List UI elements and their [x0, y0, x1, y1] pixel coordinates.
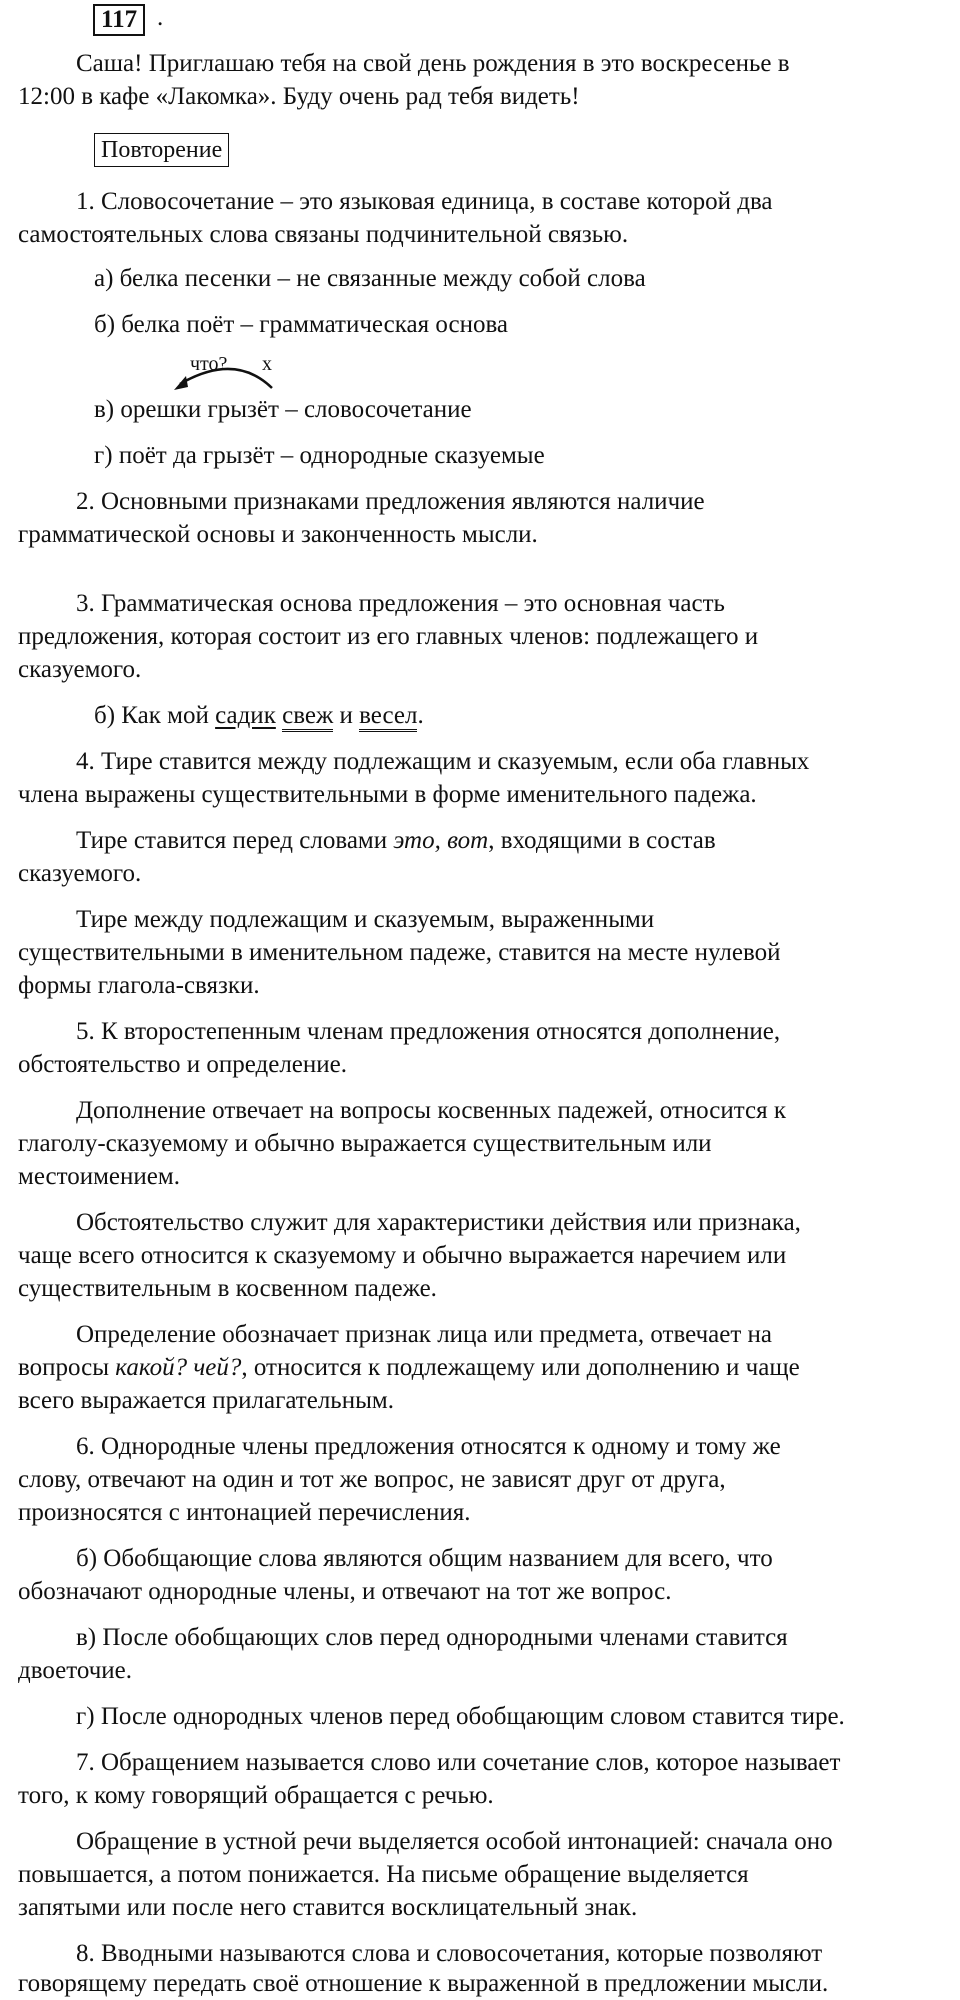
dependency-arrow-icon — [150, 346, 290, 396]
item4-p2-italic-words: это, вот — [393, 827, 489, 854]
item1-line-1: 1. Словосочетание – это языковая единица, в составе которой два — [76, 188, 773, 215]
item1-example-b: б) белка поёт – грамматическая основа — [94, 311, 509, 338]
item4-p3-line-1: Тире между подлежащим и сказуемым, выраженными — [76, 906, 655, 933]
item4-p2-line-1 — [18, 824, 958, 857]
item5-p4-line-2 — [18, 1351, 958, 1384]
item5-p4-line-3: всего выражается прилагательным. — [18, 1387, 394, 1414]
item6-p1-line-2: слову, отвечают на один и тот же вопрос, не зависят друг от друга, — [18, 1466, 726, 1493]
item6-p1-line-1: 6. Однородные члены предложения относятся к одному и тому же — [76, 1433, 781, 1460]
item3-line-2: предложения, которая состоит из его главных членов: подлежащего и — [18, 623, 759, 650]
item2-line-2: грамматической основы и законченность мысли. — [18, 521, 538, 548]
arrow-question-label: что? — [190, 353, 228, 375]
item5-p1-line-2: обстоятельство и определение. — [18, 1051, 348, 1078]
invitation-line-1: Саша! Приглашаю тебя на свой день рождения в это воскресенье в — [76, 50, 790, 77]
example-subject: садик — [215, 702, 276, 729]
item5-p2-line-1: Дополнение отвечает на вопросы косвенных падежей, относится к — [76, 1097, 786, 1124]
item4-p3-line-2: существительными в именительном падеже, ставится на месте нулевой — [18, 939, 781, 966]
item6-c-line-2: двоеточие. — [18, 1657, 133, 1684]
example-and: и — [333, 702, 360, 729]
item7-p1-line-2: того, к кому говорящий обращается с речью. — [18, 1782, 494, 1809]
item5-p4-suffix: , относится к подлежащему или дополнению и чаще — [241, 1354, 800, 1381]
item1-example-c: в) орешки грызёт – словосочетание — [94, 396, 472, 423]
item6-c-line-1: в) После обобщающих слов перед однородными членами ставится — [76, 1624, 788, 1651]
item6-b-line-2: обозначают однородные члены, и отвечают на тот же вопрос. — [18, 1578, 672, 1605]
item6-p1-line-3: произносятся с интонацией перечисления. — [18, 1499, 471, 1526]
invitation-line-2: 12:00 в кафе «Лакомка». Буду очень рад тебя видеть! — [18, 83, 580, 110]
item7-p2-line-1: Обращение в устной речи выделяется особой интонацией: сначала оно — [76, 1828, 833, 1855]
item5-p3-line-2: чаще всего относится к сказуемому и обычно выражается наречием или — [18, 1242, 787, 1269]
example-prefix: б) Как мой — [94, 702, 216, 729]
item6-b-line-1: б) Обобщающие слова являются общим названием для всего, что — [76, 1545, 773, 1572]
item1-line-2: самостоятельных слова связаны подчинительной связью. — [18, 221, 629, 248]
item8-line-1: 8. Вводными называются слова и словосочетания, которые позволяют — [76, 1940, 823, 1967]
item5-p4-prefix: вопросы — [18, 1354, 116, 1381]
item4-p2-line-2: сказуемого. — [18, 860, 142, 887]
example-end: . — [417, 702, 424, 729]
repetition-heading: Повторение — [94, 133, 229, 167]
item4-p2-prefix: Тире ставится перед словами — [76, 827, 394, 854]
item1-example-d: г) поёт да грызёт – однородные сказуемые — [94, 442, 545, 469]
item6-d-line-1: г) После однородных членов перед обобщающим словом ставится тире. — [76, 1703, 845, 1730]
item8-line-2: говорящему передать своё отношение к выраженной в предложении мысли. — [18, 1970, 829, 1997]
item4-p3-line-3: формы глагола-связки. — [18, 972, 260, 999]
example-predicate-1: свеж — [282, 702, 333, 732]
item5-p2-line-2: глаголу-сказуемому и обычно выражается существительным или — [18, 1130, 712, 1157]
item7-p2-line-3: запятыми или после него ставится восклицательный знак. — [18, 1894, 638, 1921]
task-number: 117 — [93, 4, 145, 36]
item7-p2-line-2: повышается, а потом понижается. На письме обращение выделяется — [18, 1861, 749, 1888]
item5-p1-line-1: 5. К второстепенным членам предложения относятся дополнение, — [76, 1018, 781, 1045]
item4-p1-line-1: 4. Тире ставится между подлежащим и сказуемым, если оба главных — [76, 748, 810, 775]
item5-p3-line-3: существительным в косвенном падеже. — [18, 1275, 437, 1302]
arrow-x-label: х — [262, 353, 272, 375]
item2-line-1: 2. Основными признаками предложения являются наличие — [76, 488, 705, 515]
item1-example-a: а) белка песенки – не связанные между собой слова — [94, 265, 646, 292]
item5-p3-line-1: Обстоятельство служит для характеристики действия или признака, — [76, 1209, 801, 1236]
item3-line-3: сказуемого. — [18, 656, 142, 683]
item5-p4-line-1: Определение обозначает признак лица или предмета, отвечает на — [76, 1321, 773, 1348]
item3-example — [94, 699, 960, 732]
item4-p2-suffix: , входящими в состав — [488, 827, 716, 854]
item7-p1-line-1: 7. Обращением называется слово или сочетание слов, которое называет — [76, 1749, 841, 1776]
item4-p1-line-2: члена выражены существительными в форме именительного падежа. — [18, 781, 757, 808]
task-number-dot: . — [157, 4, 164, 31]
item3-line-1: 3. Грамматическая основа предложения – это основная часть — [76, 590, 725, 617]
item5-p4-italic-words: какой? чей? — [115, 1354, 242, 1381]
example-predicate-2: весел — [359, 702, 417, 732]
item5-p2-line-3: местоимением. — [18, 1163, 180, 1190]
